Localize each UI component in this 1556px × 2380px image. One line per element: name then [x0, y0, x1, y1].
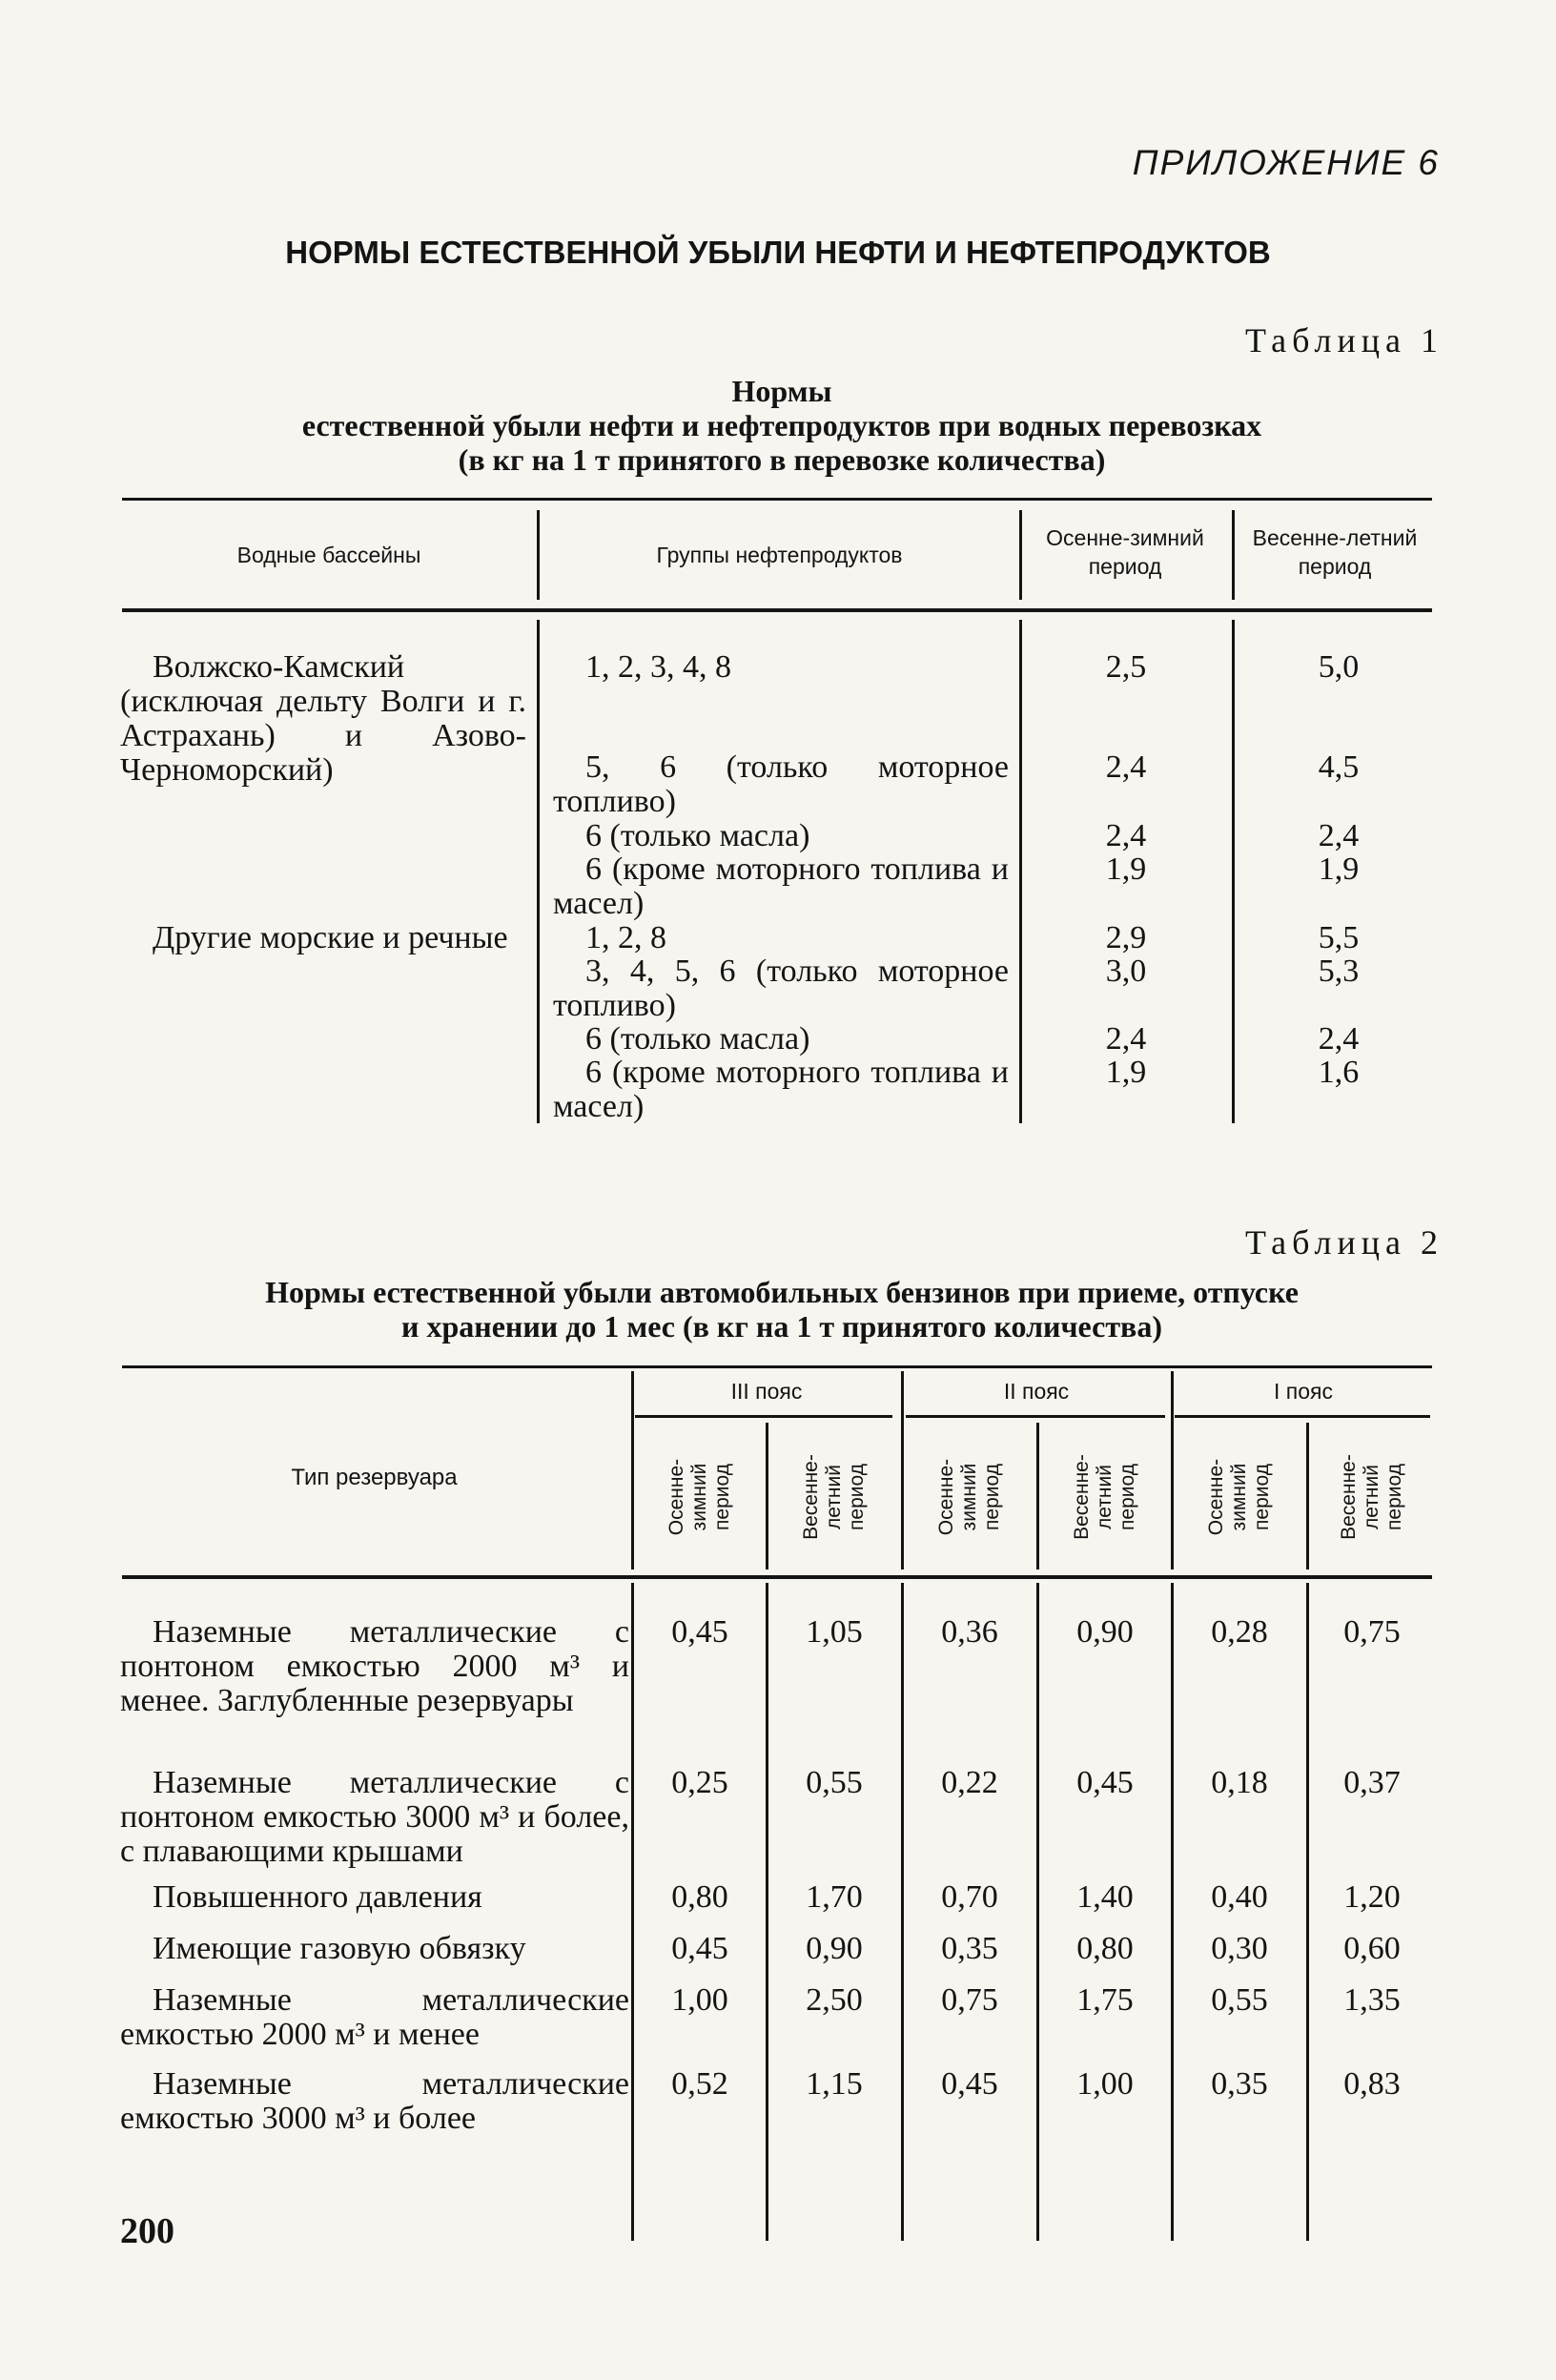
table1-row-group: 1, 2, 3, 4, 8 [585, 649, 731, 685]
table1-row-autumn: 1,9 [1105, 851, 1147, 887]
table2-cell: 0,36 [941, 1614, 998, 1650]
table1-row-autumn: 1,9 [1105, 1055, 1147, 1090]
table2-cell: 0,45 [1076, 1765, 1134, 1800]
table1-row-autumn: 2,5 [1105, 649, 1147, 685]
zone1-spring-header [1310, 1425, 1434, 1570]
table1-row-autumn: 2,4 [1105, 818, 1147, 853]
table1-row-autumn: 2,4 [1105, 749, 1147, 785]
table2-label: Таблица 2 [1245, 1223, 1443, 1262]
table1-top-rule [122, 498, 1432, 501]
table1-header-spring: Весенне-летний период [1252, 525, 1418, 579]
table2-vline-d-h [766, 1423, 768, 1570]
table2-vline-a-h [631, 1371, 634, 1570]
table1-row-group: 6 (кроме моторного топлива и масел) [553, 1055, 1009, 1124]
zone3-autumn-header [635, 1425, 765, 1570]
table2-cell: 0,30 [1211, 1931, 1268, 1966]
table2-row-type: Наземные металлические емкостью 3000 м³ и более [120, 2066, 629, 2136]
table2-cell: 0,22 [941, 1765, 998, 1800]
zone3-autumn-header-text: Осенне-зимний период [665, 1458, 733, 1536]
table1-caption-line1: Нормы [731, 374, 832, 408]
zone3-spring-header-text: Весенне-летний период [800, 1454, 868, 1540]
table1-header-groups: Группы нефтепродуктов [656, 543, 903, 567]
table1-caption-line3: (в кг на 1 т принятого в перевозке количества) [458, 442, 1106, 477]
table2-cell: 0,90 [1076, 1614, 1134, 1650]
table1-vline-1 [537, 620, 540, 1123]
table1-vline-1h [537, 510, 540, 600]
table2-cell: 0,75 [941, 1982, 998, 2018]
table2-vline-f [1306, 1583, 1309, 2241]
table2-row-type: Наземные металлические с понтоном емкостью 3000 м³ и более, с плавающими крышами [120, 1765, 629, 1869]
table2-vline-f-h [1306, 1423, 1309, 1570]
table2-cell: 0,80 [1076, 1931, 1134, 1966]
zone2-autumn-header-text: Осенне-зимний период [935, 1458, 1003, 1536]
table2-caption [114, 1275, 1449, 1344]
table2-caption-line1: Нормы естественной убыли автомобильных бензинов при приеме, отпуске [265, 1275, 1299, 1309]
zone2-underline [906, 1415, 1165, 1418]
table1-vline-3h [1232, 510, 1235, 600]
table2-cell: 0,45 [941, 2066, 998, 2102]
table1-row-group: 6 (кроме моторного топлива и масел) [553, 851, 1009, 921]
table2-vline-e-h [1036, 1423, 1039, 1570]
table2-cell: 0,37 [1343, 1765, 1401, 1800]
table2-vline-a [631, 1583, 634, 2241]
table1-label: Таблица 1 [1245, 321, 1443, 359]
table2-cell: 0,18 [1211, 1765, 1268, 1800]
table2-row-type: Имеющие газовую обвязку [153, 1931, 526, 1966]
table2-vline-e [1036, 1583, 1039, 2241]
table2-caption-line2: и хранении до 1 мес (в кг на 1 т принятого количества) [401, 1309, 1162, 1344]
page-title: НОРМЫ ЕСТЕСТВЕННОЙ УБЫЛИ НЕФТИ И НЕФТЕПРОДУКТОВ [285, 235, 1271, 270]
table2-vline-c-h [1171, 1371, 1174, 1570]
zone2-spring-header-text: Весенне-летний период [1071, 1454, 1138, 1540]
table2-cell: 0,75 [1343, 1614, 1401, 1650]
zone2-autumn-header [905, 1425, 1034, 1570]
table1-row-group: 1, 2, 8 [585, 920, 666, 955]
table1-header-autumn: Осенне-зимний период [1046, 525, 1204, 579]
table2-vline-c [1171, 1583, 1174, 2241]
table1-basin-volga: Волжско-Камский (исключая дельту Волги и г. Астрахань) и Азово-Черноморский) [120, 649, 526, 788]
table1-basin-other: Другие морские и речные [153, 920, 508, 955]
table2-cell: 1,00 [671, 1982, 728, 2018]
table2-cell: 0,35 [1211, 2066, 1268, 2102]
table2-cell: 1,70 [806, 1879, 863, 1915]
zone1-spring-header-text: Весенне-летний период [1338, 1454, 1405, 1540]
table1-header-rule [122, 608, 1432, 612]
table1-row-autumn: 2,4 [1105, 1021, 1147, 1057]
table2-cell: 0,55 [1211, 1982, 1268, 2018]
zone3-spring-header [769, 1425, 899, 1570]
table2-header-rule [122, 1575, 1432, 1579]
table1-caption-line2: естественной убыли нефти и нефтепродуктов при водных перевозках [301, 408, 1262, 442]
table1-row-spring: 5,5 [1318, 920, 1360, 955]
page-number: 200 [120, 2211, 174, 2251]
table2-cell: 0,83 [1343, 2066, 1401, 2102]
zone1-autumn-header-text: Осенне-зимний период [1205, 1458, 1273, 1536]
table2-cell: 0,52 [671, 2066, 728, 2102]
table2-cell: 1,00 [1076, 2066, 1134, 2102]
table1-row-spring: 1,6 [1318, 1055, 1360, 1090]
table1-row-spring: 5,0 [1318, 649, 1360, 685]
table2-zone-2: II пояс [1003, 1379, 1070, 1404]
table2-cell: 1,35 [1343, 1982, 1401, 2018]
table2-row-type: Повышенного давления [153, 1879, 482, 1915]
table1-header-basins: Водные бассейны [236, 543, 421, 567]
table2-cell: 0,70 [941, 1879, 998, 1915]
table2-header-type: Тип резервуара [291, 1465, 458, 1490]
table2-cell: 0,45 [671, 1614, 728, 1650]
table2-cell: 0,90 [806, 1931, 863, 1966]
table2-cell: 0,40 [1211, 1879, 1268, 1915]
table1-row-group: 5, 6 (только моторное топливо) [553, 749, 1009, 819]
table1-row-autumn: 3,0 [1105, 954, 1147, 989]
table1-vline-2h [1019, 510, 1022, 600]
table2-cell: 1,20 [1343, 1879, 1401, 1915]
table2-row-type: Наземные металлические с понтоном емкостью 2000 м³ и менее. Заглубленные резервуары [120, 1614, 629, 1718]
table2-vline-b [901, 1583, 904, 2241]
table2-zone-1: I пояс [1274, 1379, 1333, 1404]
table1-row-spring: 1,9 [1318, 851, 1360, 887]
table2-cell: 0,28 [1211, 1614, 1268, 1650]
table2-cell: 0,25 [671, 1765, 728, 1800]
table1-row-group: 6 (только масла) [585, 818, 810, 853]
table2-cell: 1,15 [806, 2066, 863, 2102]
table2-cell: 0,80 [671, 1879, 728, 1915]
table2-cell: 0,55 [806, 1765, 863, 1800]
table2-cell: 0,60 [1343, 1931, 1401, 1966]
table1-row-group: 3, 4, 5, 6 (только моторное топливо) [553, 954, 1009, 1023]
table1-row-spring: 5,3 [1318, 954, 1360, 989]
table2-cell: 2,50 [806, 1982, 863, 2018]
table2-vline-d [766, 1583, 768, 2241]
table2-cell: 0,45 [671, 1931, 728, 1966]
table2-cell: 0,35 [941, 1931, 998, 1966]
table2-vline-b-h [901, 1371, 904, 1570]
zone1-underline [1175, 1415, 1430, 1418]
table2-cell: 1,75 [1076, 1982, 1134, 2018]
zone2-spring-header [1040, 1425, 1170, 1570]
appendix-label: ПРИЛОЖЕНИЕ 6 [1132, 143, 1440, 182]
table2-cell: 1,40 [1076, 1879, 1134, 1915]
table1-row-spring: 4,5 [1318, 749, 1360, 785]
table1-row-spring: 2,4 [1318, 818, 1360, 853]
zone3-underline [635, 1415, 892, 1418]
table1-row-spring: 2,4 [1318, 1021, 1360, 1057]
table1-caption [114, 374, 1449, 477]
table2-top-rule [122, 1365, 1432, 1368]
table2-zone-3: III пояс [730, 1379, 803, 1404]
zone1-autumn-header [1175, 1425, 1304, 1570]
table2-row-type: Наземные металлические емкостью 2000 м³ и менее [120, 1982, 629, 2052]
table1-row-group: 6 (только масла) [585, 1021, 810, 1057]
table2-cell: 1,05 [806, 1614, 863, 1650]
table1-row-autumn: 2,9 [1105, 920, 1147, 955]
